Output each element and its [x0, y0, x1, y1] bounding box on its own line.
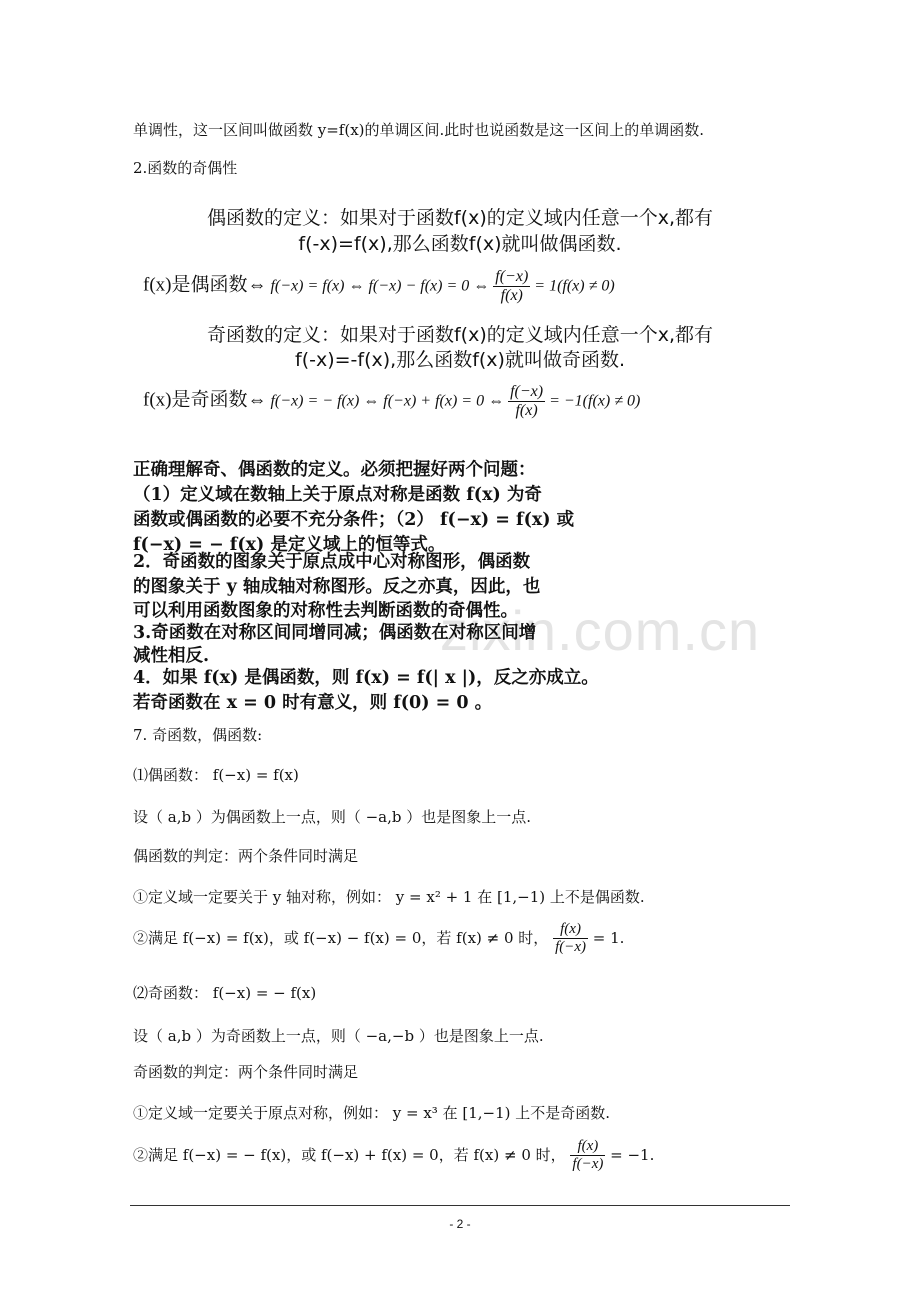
fraction-denominator: f(−x) — [555, 939, 587, 956]
footer-divider — [130, 1205, 790, 1206]
intro-line: 单调性，这一区间叫做函数 y=f(x)的单调区间.此时也说函数是这一区间上的单调函数. — [133, 121, 705, 139]
even-cond2-pre: ②满足 f(−x) = f(x)，或 f(−x) − f(x) = 0，若 f(x) ≠ 0 时， — [133, 928, 549, 947]
even-def-line1: 偶函数的定义：如果对于函数f(x)的定义域内任意一个x,都有 — [206, 207, 714, 229]
even-formula-chain: f(−x) = f(x) ⇔ f(−x) − f(x) = 0 ⇔ — [270, 277, 490, 295]
bold-line: 3.奇函数在对称区间同增同减；偶函数在对称区间增 — [133, 623, 537, 643]
even-formula — [143, 268, 615, 306]
bold-line: 正确理解奇、偶函数的定义。必须把握好两个问题： — [133, 460, 536, 480]
even-sub-cond2 — [133, 921, 624, 957]
odd-formula-tail: = −1(f(x) ≠ 0) — [549, 392, 641, 410]
even-sub-cond1: ①定义域一定要关于 y 轴对称，例如： y = x² + 1 在 [1,−1) 上不是偶函数. — [133, 888, 645, 906]
odd-def-line2: f(-x)=-f(x),那么函数f(x)就叫做奇函数. — [295, 349, 625, 371]
page-number: - 2 - — [449, 1217, 471, 1231]
odd-sub-cond1: ①定义域一定要关于原点对称，例如： y = x³ 在 [1,−1) 上不是奇函数. — [133, 1104, 611, 1122]
fraction-numerator: f(x) — [553, 921, 588, 939]
bold-line: 可以利用函数图象的对称性去判断函数的奇偶性。 — [133, 601, 518, 621]
even-formula-tail: = 1(f(x) ≠ 0) — [534, 277, 615, 295]
odd-formula-lead: f(x)是奇函数⇔ — [143, 389, 267, 411]
bold-line: 2．奇函数的图象关于原点成中心对称图形，偶函数 — [133, 552, 531, 572]
bold-line: 函数或偶函数的必要不充分条件；（2） f(−x) = f(x) 或 — [133, 510, 575, 530]
fraction-numerator: f(x) — [570, 1138, 605, 1156]
fraction-numerator: f(−x) — [493, 268, 530, 287]
section-heading: 2.函数的奇偶性 — [133, 159, 238, 177]
even-sub-point: 设（ a,b ）为偶函数上一点，则（ −a,b ）也是图象上一点. — [133, 808, 532, 826]
watermark: zixin.com.cn — [440, 599, 761, 662]
bold-line: 4．如果 f(x) 是偶函数，则 f(x) = f(| x |)，反之亦成立。 — [133, 668, 599, 688]
item-7-heading: 7. 奇函数，偶函数: — [133, 726, 263, 744]
even-sub-title: ⑴偶函数： f(−x) = f(x) — [133, 766, 299, 784]
even-def-line2: f(-x)=f(x),那么函数f(x)就叫做偶函数. — [298, 233, 622, 255]
odd-formula-chain: f(−x) = − f(x) ⇔ f(−x) + f(x) = 0 ⇔ — [270, 392, 505, 410]
odd-sub-cond2 — [133, 1138, 654, 1174]
odd-cond2-pre: ②满足 f(−x) = − f(x)，或 f(−x) + f(x) = 0，若 f(x) ≠ 0 时， — [133, 1145, 566, 1164]
odd-sub-judge: 奇函数的判定：两个条件同时满足 — [133, 1063, 359, 1081]
odd-cond2-fraction — [570, 1138, 605, 1174]
even-cond2-post: = 1. — [592, 928, 625, 947]
bold-line: 若奇函数在 x = 0 时有意义，则 f(0) = 0 。 — [133, 693, 493, 713]
fraction-denominator: f(x) — [500, 287, 523, 305]
odd-cond2-post: = −1. — [610, 1145, 655, 1164]
bold-line: f(−x) = − f(x) 是定义域上的恒等式。 — [133, 535, 446, 555]
fraction-denominator: f(x) — [515, 402, 538, 420]
even-formula-lead: f(x)是偶函数⇔ — [143, 274, 267, 296]
odd-sub-title: ⑵奇函数： f(−x) = − f(x) — [133, 984, 317, 1002]
bold-line: 的图象关于 y 轴成轴对称图形。反之亦真，因此，也 — [133, 577, 541, 597]
bold-line: 减性相反. — [133, 646, 210, 666]
fraction-denominator: f(−x) — [572, 1156, 604, 1173]
even-formula-fraction — [493, 268, 530, 306]
odd-formula-fraction — [508, 383, 545, 421]
odd-formula — [143, 383, 640, 421]
odd-sub-point: 设（ a,b ）为奇函数上一点，则（ −a,−b ）也是图象上一点. — [133, 1027, 544, 1045]
bold-line: （1）定义域在数轴上关于原点对称是函数 f(x) 为奇 — [133, 485, 542, 505]
odd-def-line1: 奇函数的定义：如果对于函数f(x)的定义域内任意一个x,都有 — [206, 324, 714, 346]
even-sub-judge: 偶函数的判定：两个条件同时满足 — [133, 847, 359, 865]
even-cond2-fraction — [553, 921, 588, 957]
fraction-numerator: f(−x) — [508, 383, 545, 402]
